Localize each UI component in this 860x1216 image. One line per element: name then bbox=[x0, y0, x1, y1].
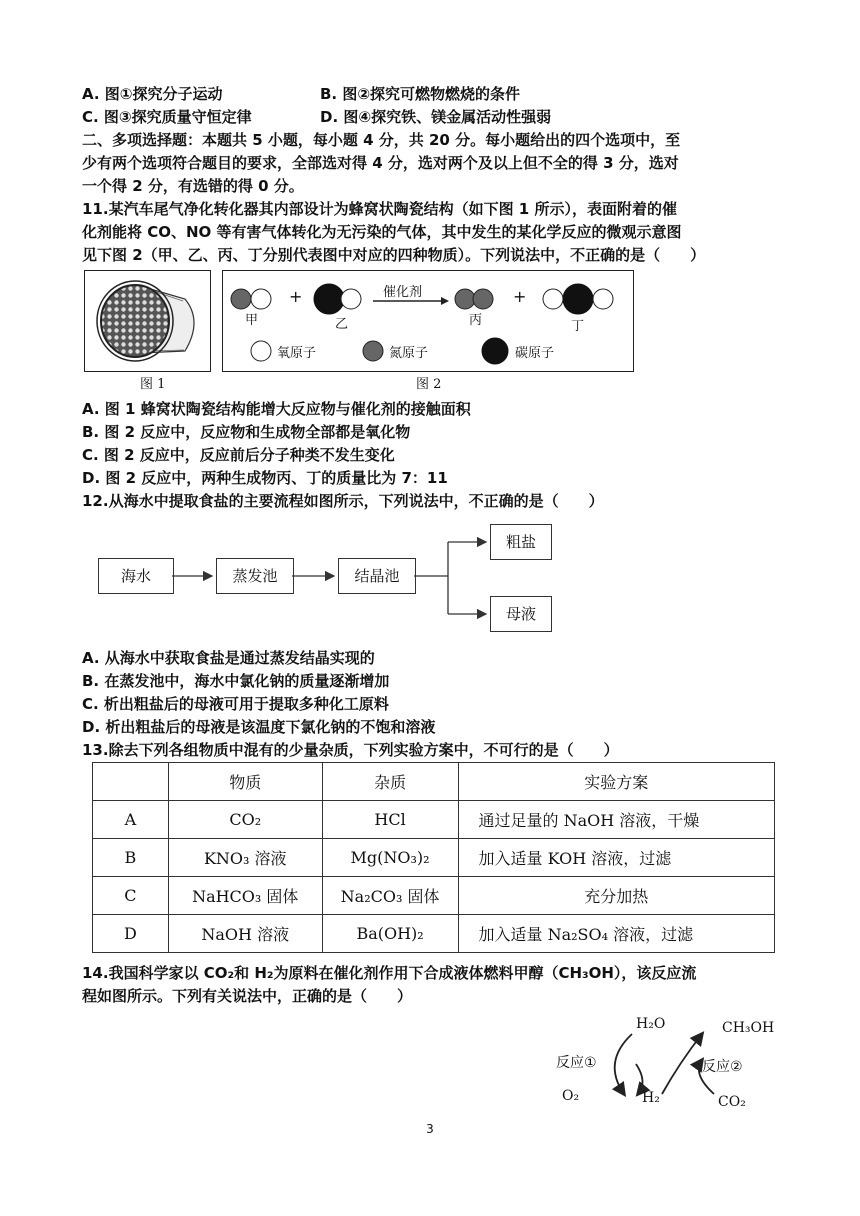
q11-option-b: B. 图 2 反应中，反应物和生成物全部都是氧化物 bbox=[82, 423, 411, 441]
catalyst-label: 催化剂 bbox=[383, 285, 423, 300]
q11-option-c: C. 图 2 反应中，反应前后分子种类不发生变化 bbox=[82, 446, 395, 464]
table-cell: 加入适量 Na₂SO₄ 溶液，过滤 bbox=[458, 915, 775, 953]
h2-label: H₂ bbox=[642, 1090, 660, 1106]
q11-figure2-caption: 图 2 bbox=[416, 377, 442, 392]
table-cell: NaHCO₃ 固体 bbox=[168, 877, 322, 915]
table-cell: 通过足量的 NaOH 溶液，干燥 bbox=[458, 801, 775, 839]
table-cell: A bbox=[93, 801, 169, 839]
page-number: 3 bbox=[426, 1122, 434, 1136]
flow-evaporation-pond: 蒸发池 bbox=[216, 558, 294, 594]
q12-option-d: D. 析出粗盐后的母液是该温度下氯化钠的不饱和溶液 bbox=[82, 718, 436, 736]
table-header-cell bbox=[93, 763, 169, 801]
q12-option-a: A. 从海水中获取食盐是通过蒸发结晶实现的 bbox=[82, 649, 375, 667]
legend-nitrogen-label: 氮原子 bbox=[389, 346, 429, 361]
q11-figure1-caption: 图 1 bbox=[140, 377, 166, 392]
q14-stem-line1: 14.我国科学家以 CO₂和 H₂为原料在催化剂作用下合成液体燃料甲醇（CH₃OH），该反应流 bbox=[82, 964, 697, 982]
table-cell: NaOH 溶液 bbox=[168, 915, 322, 953]
legend-oxygen-icon bbox=[251, 341, 271, 361]
q12-option-c: C. 析出粗盐后的母液可用于提取多种化工原料 bbox=[82, 695, 389, 713]
q13-stem: 13.除去下列各组物质中混有的少量杂质，下列实验方案中，不可行的是（ ） bbox=[82, 741, 619, 759]
label-jia: 甲 bbox=[245, 313, 259, 328]
q14-cycle-diagram bbox=[552, 1012, 782, 1112]
carbon-atom bbox=[314, 284, 344, 314]
table-cell: C bbox=[93, 877, 169, 915]
plus-sign: + bbox=[289, 287, 303, 306]
table-row bbox=[93, 915, 775, 953]
table-header-row bbox=[93, 763, 775, 801]
honeycomb-ceramic-illustration bbox=[85, 271, 210, 371]
table-header-cell: 实验方案 bbox=[458, 763, 775, 801]
label-yi: 乙 bbox=[335, 317, 349, 332]
q11-stem-line3: 见下图 2（甲、乙、丙、丁分别代表图中对应的四种物质）。下列说法中，不正确的是（ ） bbox=[82, 246, 706, 264]
q11-option-a: A. 图 1 蜂窝状陶瓷结构能增大反应物与催化剂的接触面积 bbox=[82, 400, 471, 418]
table-cell: KNO₃ 溶液 bbox=[168, 839, 322, 877]
q14-stem-line2: 程如图所示。下列有关说法中，正确的是（ ） bbox=[82, 987, 413, 1005]
table-header-cell: 物质 bbox=[168, 763, 322, 801]
legend-carbon-icon bbox=[482, 338, 508, 364]
table-cell: 加入适量 KOH 溶液，过滤 bbox=[458, 839, 775, 877]
plus-sign: + bbox=[513, 287, 527, 306]
section2-line1: 二、多项选择题：本题共 5 小题，每小题 4 分，共 20 分。每小题给出的四个选项中，至 bbox=[82, 131, 681, 149]
q11-stem-line2: 化剂能将 CO、NO 等有害气体转化为无污染的气体，其中发生的某化学反应的微观示意图 bbox=[82, 223, 682, 241]
legend-carbon-label: 碳原子 bbox=[515, 346, 555, 361]
table-cell: B bbox=[93, 839, 169, 877]
label-bing: 丙 bbox=[469, 313, 483, 328]
q11-option-d: D. 图 2 反应中，两种生成物丙、丁的质量比为 7：11 bbox=[82, 469, 448, 487]
q10-option-b: B. 图②探究可燃物燃烧的条件 bbox=[320, 85, 521, 103]
table-cell: CO₂ bbox=[168, 801, 322, 839]
section2-line2: 少有两个选项符合题目的要求，全部选对得 4 分，选对两个及以上但不全的得 3 分，选对 bbox=[82, 154, 679, 172]
q11-figure2 bbox=[222, 270, 634, 372]
legend-oxygen-label: 氧原子 bbox=[277, 346, 317, 361]
flow-crystallization-pond: 结晶池 bbox=[338, 558, 416, 594]
q12-option-b: B. 在蒸发池中，海水中氯化钠的质量逐渐增加 bbox=[82, 672, 390, 690]
oxygen-atom bbox=[543, 289, 563, 309]
flow-seawater: 海水 bbox=[98, 558, 174, 594]
co2-label: CO₂ bbox=[718, 1094, 746, 1110]
flow-mother-liquor: 母液 bbox=[490, 596, 552, 632]
reaction1-label: 反应① bbox=[556, 1055, 597, 1071]
q11-stem-line1: 11.某汽车尾气净化转化器其内部设计为蜂窝状陶瓷结构（如下图 1 所示），表面附着的催 bbox=[82, 200, 677, 218]
label-ding: 丁 bbox=[571, 319, 585, 334]
table-cell: 充分加热 bbox=[458, 877, 775, 915]
o2-label: O₂ bbox=[562, 1088, 580, 1104]
q12-flowchart bbox=[90, 520, 570, 640]
table-cell: Mg(NO₃)₂ bbox=[322, 839, 458, 877]
table-header-cell: 杂质 bbox=[322, 763, 458, 801]
flow-crude-salt: 粗盐 bbox=[490, 524, 552, 560]
table-cell: D bbox=[93, 915, 169, 953]
q10-option-d: D. 图④探究铁、镁金属活动性强弱 bbox=[320, 108, 552, 126]
nitrogen-atom bbox=[473, 289, 493, 309]
table-cell: Na₂CO₃ 固体 bbox=[322, 877, 458, 915]
table-row bbox=[93, 801, 775, 839]
reaction2-label: 反应② bbox=[702, 1059, 743, 1075]
q10-option-c: C. 图③探究质量守恒定律 bbox=[82, 108, 252, 126]
oxygen-atom bbox=[251, 289, 271, 309]
q11-figure1 bbox=[84, 270, 211, 372]
h2o-label: H₂O bbox=[636, 1016, 666, 1032]
nitrogen-atom bbox=[455, 289, 475, 309]
table-cell: Ba(OH)₂ bbox=[322, 915, 458, 953]
nitrogen-atom bbox=[231, 289, 251, 309]
oxygen-atom bbox=[341, 289, 361, 309]
carbon-atom bbox=[563, 284, 593, 314]
q13-table bbox=[92, 762, 775, 953]
table-cell: HCl bbox=[322, 801, 458, 839]
oxygen-atom bbox=[593, 289, 613, 309]
table-row bbox=[93, 839, 775, 877]
legend-nitrogen-icon bbox=[363, 341, 383, 361]
section2-line3: 一个得 2 分，有选错的得 0 分。 bbox=[82, 177, 304, 195]
ch3oh-label: CH₃OH bbox=[722, 1020, 775, 1036]
q12-stem: 12.从海水中提取食盐的主要流程如图所示，下列说法中，不正确的是（ ） bbox=[82, 492, 604, 510]
q10-option-a: A. 图①探究分子运动 bbox=[82, 85, 223, 103]
table-row bbox=[93, 877, 775, 915]
